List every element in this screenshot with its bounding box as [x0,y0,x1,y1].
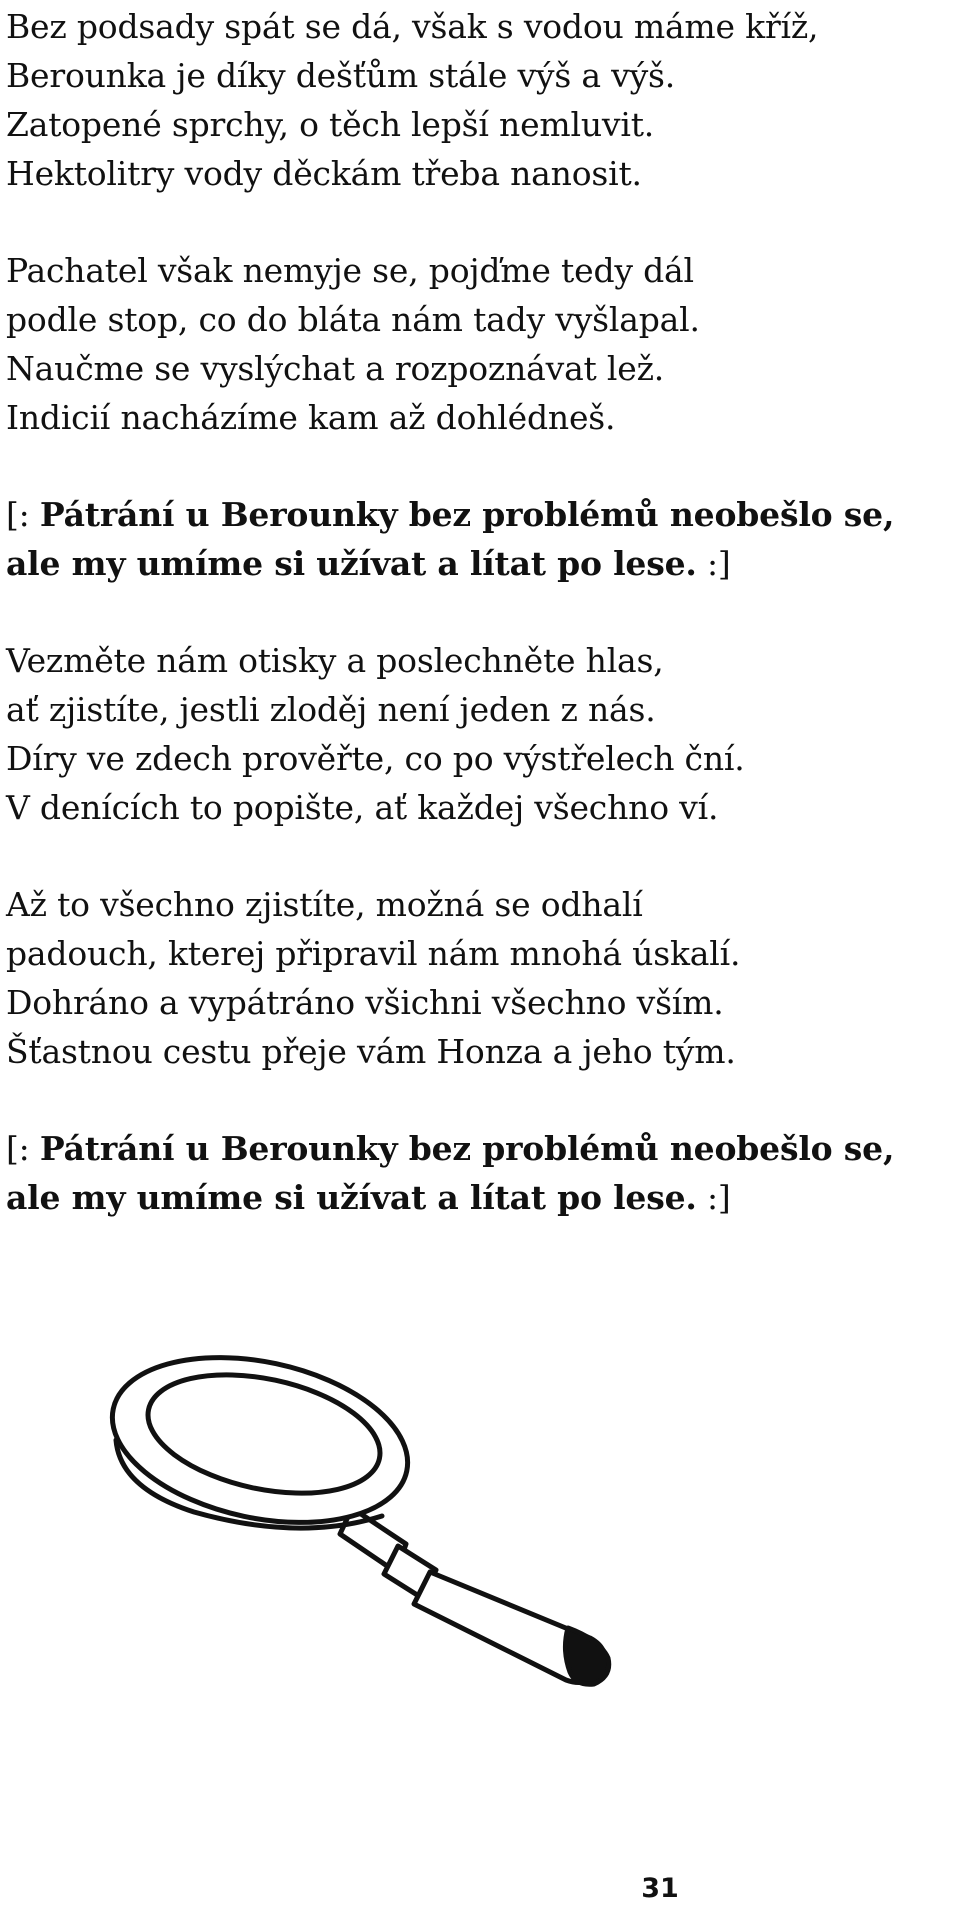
chorus-text: Pátrání u Berounky bez problémů neobešlo se, [39,495,895,534]
lyric-line: Bez podsady spát se dá, však s vodou máme kříž, [6,7,819,46]
lyrics [6,2,956,1270]
repeat-close-sign: :] [706,1178,731,1217]
chorus-text: Pátrání u Berounky bez problémů neobešlo se, [39,1129,895,1168]
verse-3 [6,636,956,832]
lyric-line: Berounka je díky dešťům stále výš a výš. [6,56,676,95]
magnifying-glass-icon [100,1320,640,1700]
lyric-line: podle stop, co do bláta nám tady vyšlapal. [6,300,700,339]
chorus-text: ale my umíme si užívat a lítat po lese. [6,1178,697,1217]
lyric-line: Vezměte nám otisky a poslechněte hlas, [6,641,664,680]
lyric-line: Naučme se vyslýchat a rozpoznávat lež. [6,349,665,388]
chorus-line [6,1173,956,1222]
repeat-open-sign: [: [6,495,30,534]
verse-1 [6,2,956,198]
repeat-close-sign: :] [706,544,731,583]
lyric-line: Dohráno a vypátráno všichni všechno vším. [6,983,724,1022]
lyric-line: Indicií nacházíme kam až dohlédneš. [6,398,616,437]
lyric-line: padouch, kterej připravil nám mnohá úskalí. [6,934,741,973]
chorus-line [6,1124,956,1173]
verse-4 [6,880,956,1076]
page-number: 31 [641,1873,679,1904]
repeat-open-sign: [: [6,1129,30,1168]
verse-2 [6,246,956,442]
chorus-line [6,490,956,539]
lyric-line: V denících to popište, ať každej všechno ví. [6,788,719,827]
lyric-line: Zatopené sprchy, o těch lepší nemluvit. [6,105,655,144]
lyric-line: Šťastnou cestu přeje vám Honza a jeho tým. [6,1032,736,1071]
lyric-line: Až to všechno zjistíte, možná se odhalí [6,885,643,924]
chorus-2 [6,1124,956,1222]
lyric-line: Díry ve zdech prověřte, co po výstřelech ční. [6,739,745,778]
chorus-text: ale my umíme si užívat a lítat po lese. [6,544,697,583]
lyric-line: ať zjistíte, jestli zloděj není jeden z nás. [6,690,656,729]
lyric-line: Pachatel však nemyje se, pojďme tedy dál [6,251,694,290]
chorus-1 [6,490,956,588]
lyric-line: Hektolitry vody děckám třeba nanosit. [6,154,642,193]
chorus-line [6,539,956,588]
